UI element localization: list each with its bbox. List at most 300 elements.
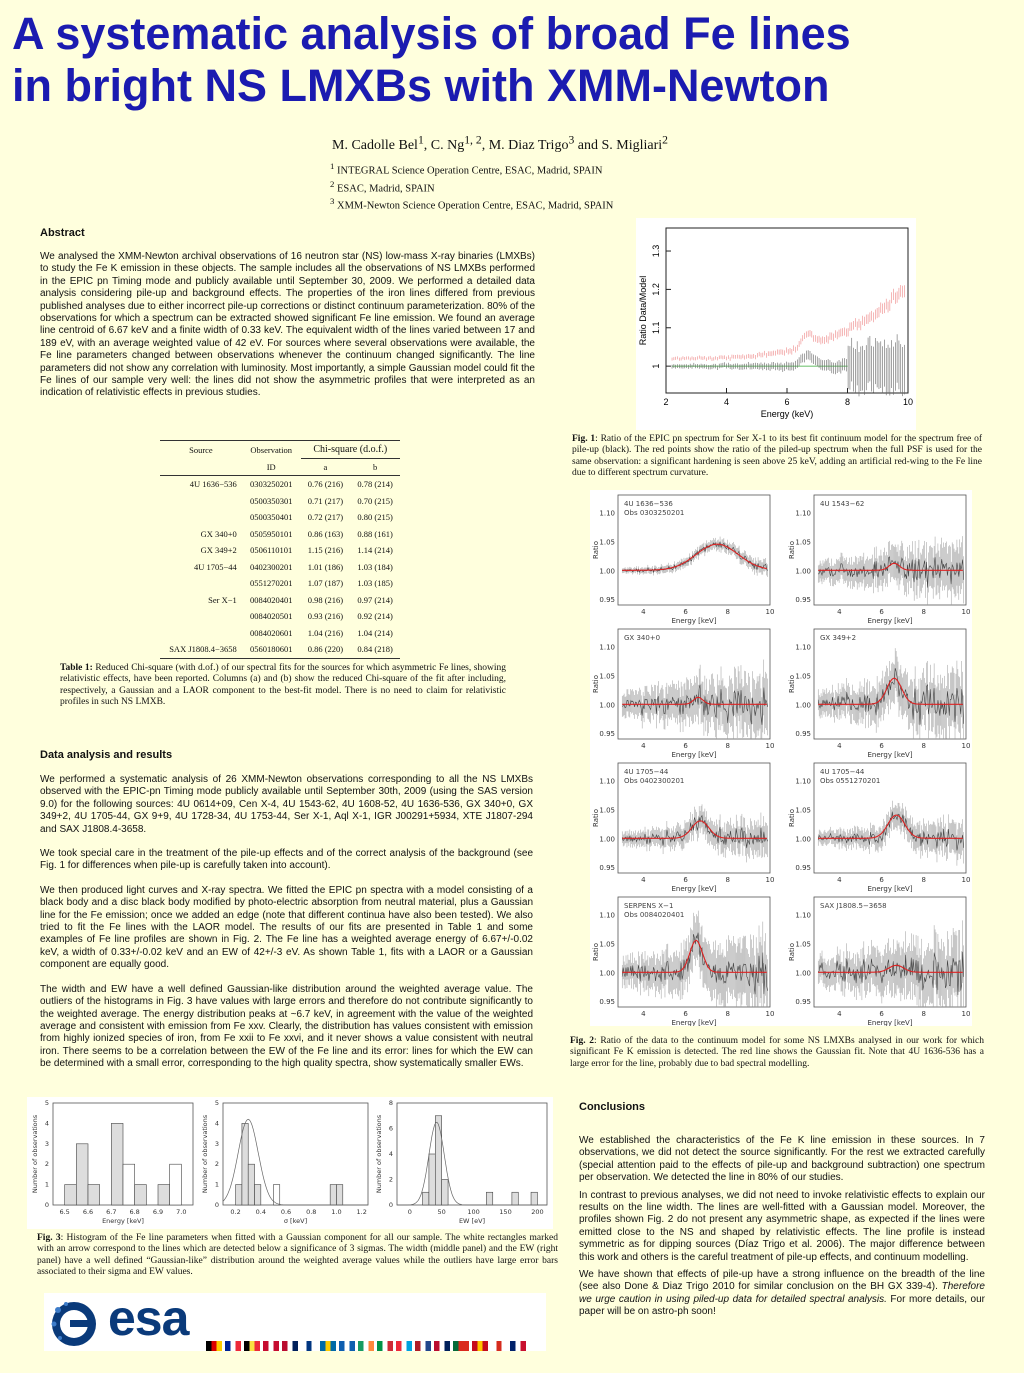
gaussian-curve: [397, 1122, 547, 1205]
table-cell-source: [160, 608, 242, 625]
flag-icon: [358, 1341, 374, 1351]
y-tick-label: 1.00: [599, 969, 615, 978]
histogram-bar-below-3sigma: [123, 1164, 135, 1205]
x-axis-label: Energy [keV]: [867, 751, 913, 759]
x-tick-label: 0.6: [280, 1208, 292, 1216]
x-tick-label: 6.9: [152, 1208, 164, 1216]
x-tick-label: 6.5: [59, 1208, 70, 1216]
table-1: [160, 440, 400, 659]
affiliation: $^3$ XMM-Newton Science Operation Centre, ESAC, Madrid, SPAIN: [330, 196, 614, 212]
table-cell-a: 0.86 (163): [307, 528, 344, 539]
y-axis-label: Number of observations: [375, 1114, 383, 1194]
table-cell-a: 1.07 (187): [307, 578, 344, 589]
y-tick-label: 0.95: [599, 998, 615, 1007]
flag-icon: [320, 1341, 336, 1351]
y-axis-label: Number of observations: [31, 1114, 39, 1194]
line-profile-panel: [592, 629, 774, 759]
y-tick-label: 1.05: [795, 672, 811, 681]
flag-icon: [472, 1341, 488, 1351]
panel-source-label: GX 349+2: [820, 634, 857, 642]
panel-source-label: 4U 1705−44: [624, 768, 669, 776]
flag-icon: [453, 1341, 469, 1351]
table-cell-source: GX 349+2: [200, 545, 237, 556]
x-tick-label: 6: [784, 397, 790, 407]
table-row: [160, 476, 400, 493]
histogram-bar: [135, 1185, 147, 1205]
y-tick-label: 1.10: [599, 777, 615, 786]
x-tick-label: 200: [531, 1208, 544, 1216]
affiliations: [330, 160, 613, 213]
histogram-panel: [375, 1099, 547, 1225]
table-row: [160, 625, 400, 642]
flag-icon: [339, 1341, 355, 1351]
x-tick-label: 4: [837, 608, 842, 616]
panel-obs-label: Obs 0084020401: [624, 911, 685, 919]
histogram-bar: [512, 1192, 518, 1205]
author-list: [332, 133, 668, 154]
paragraph: We have shown that effects of pile-up have a strong influence on the breadth of the line (see also Done & Diaz Trigo 2010 for similar conclusion on the BH GX 339-4). Therefore we urge caution in using piled-up data for detailed spectral analysis. For more details, our paper will be on astro-ph soon!: [579, 1269, 985, 1318]
table-cell-a: 1.01 (186): [307, 561, 344, 572]
poster-title: [12, 8, 1012, 112]
x-tick-label: 4: [837, 876, 842, 884]
y-tick-label: 0.95: [795, 596, 811, 605]
table-cell-id: 0303250201: [249, 479, 293, 490]
table-cell-b: 1.14 (214): [357, 545, 393, 556]
table-1-caption: Table 1: Reduced Chi-square (with d.of.) of our spectral fits for the sources for which asymmetric Fe lines, showing relativistic effects, have been reported. Columns (a) and (b) show the reduced Chi-square of the fit after including, respectively, a Gaussian and a LAOR component to the best-fit model. There is no need to claim for relativistic profiles in such NS LMXB.: [60, 663, 506, 708]
y-tick-label: 0.95: [795, 730, 811, 739]
table-cell-id: 0506110101: [250, 545, 293, 556]
y-axis-label: Ratio: [788, 675, 796, 693]
paragraph: We performed a systematic analysis of 26 XMM-Newton observations corresponding to all the NS LMXBs observed with the EPIC-pn Timing mode publicly available until September 30th, 2009 (using the SAS version 9.0) for the following sources: 4U 0614+09, Cen X-4, 4U 1543-62, 4U 1608-52, 4U 1636-536, GX 340+0, GX 349+2, 4U 1705-44, GX 9+9, 4U 1728-34, 4U 1753-44, Ser X-1, Aql X-1, IGR J00291+5934, XTE J1807-294 and SAX J1808.4-3658.: [40, 774, 533, 835]
panel-source-label: 4U 1543−62: [820, 500, 865, 508]
x-tick-label: 8: [921, 876, 927, 884]
y-tick-label: 5: [44, 1099, 49, 1107]
x-tick-label: 8: [725, 742, 731, 750]
y-tick-label: 1.10: [795, 643, 811, 652]
x-tick-label: 4: [837, 742, 842, 750]
y-tick-label: 1: [651, 363, 661, 369]
y-tick-label: 1.1: [651, 321, 661, 335]
x-tick-label: 0: [407, 1208, 412, 1216]
line-profile-panel: [592, 495, 774, 625]
flag-icon: [301, 1341, 317, 1351]
y-tick-label: 1.05: [599, 940, 615, 949]
table-cell-source: [160, 625, 242, 642]
y-tick-label: 1.05: [599, 806, 615, 815]
table-cell-source: GX 340+0: [200, 528, 237, 539]
histogram-bar: [111, 1123, 123, 1205]
x-tick-label: 10: [961, 742, 971, 750]
header-source: Source: [189, 444, 213, 455]
x-axis-label: Energy [keV]: [867, 617, 913, 625]
y-tick-label: 1.00: [599, 567, 615, 576]
panel-frame: [618, 629, 770, 739]
flag-icon: [510, 1341, 526, 1351]
histogram-bar: [242, 1123, 248, 1205]
flag-icon: [206, 1341, 222, 1351]
x-tick-label: 10: [765, 1010, 775, 1018]
abstract-section: [40, 227, 535, 400]
histogram-bar: [236, 1185, 242, 1205]
table-row: [160, 608, 400, 625]
flag-icon: [263, 1341, 279, 1351]
x-axis-label: Energy [keV]: [671, 617, 717, 625]
author: M. Diaz Trigo$^3$ and: [488, 133, 602, 153]
x-tick-label: 1.2: [356, 1208, 367, 1216]
x-tick-label: 0.2: [230, 1208, 241, 1216]
y-tick-label: 1.3: [651, 244, 661, 258]
y-tick-label: 0: [214, 1201, 219, 1209]
flag-icon: [396, 1341, 412, 1351]
y-tick-label: 1.05: [599, 672, 615, 681]
table-cell-source: [160, 575, 242, 592]
esa-logo-banner: [44, 1290, 546, 1351]
x-axis-label: Energy (keV): [760, 409, 814, 419]
table-cell-source: [160, 509, 242, 526]
histogram-bar-below-3sigma: [170, 1164, 182, 1205]
panel-source-label: 4U 1705−44: [820, 768, 865, 776]
x-tick-label: 8: [921, 742, 927, 750]
x-tick-label: 0.4: [255, 1208, 266, 1216]
line-profile-panel: [592, 763, 774, 893]
y-tick-label: 1.00: [795, 701, 811, 710]
table-cell-b: 0.80 (215): [357, 512, 393, 523]
table-cell-a: 1.15 (216): [307, 545, 344, 556]
flag-icon: [377, 1341, 393, 1351]
table-row: [160, 542, 400, 559]
title-line-1: A systematic analysis of broad Fe lines: [12, 8, 851, 59]
table-cell-id: 0084020401: [249, 594, 293, 605]
x-tick-label: 8: [921, 608, 927, 616]
table-row: [160, 559, 400, 576]
panel-frame: [814, 897, 966, 1007]
figure-1: [636, 218, 916, 430]
histogram-bar: [330, 1185, 336, 1205]
x-tick-label: 10: [961, 608, 971, 616]
header-b: b: [373, 461, 378, 472]
histogram-bar: [76, 1144, 88, 1205]
y-tick-label: 3: [44, 1139, 49, 1148]
x-tick-label: 10: [961, 876, 971, 884]
abstract-text: We analysed the XMM-Newton archival observations of 16 neutron star (NS) low-mass X-ray binaries (LMXBs) to study the Fe K emission in these objects. The sample includes all the observations of NS LMXBs performed in the EPIC pn Timing mode and publicly available until September 30, 2009. We performed a detailed data analysis considering pile-up and background effects. The properties of the iron lines differed from previous published analyses due to either incorrect pile-up corrections or distinct continuum parameterization. 80% of the observations for which a spectrum can be extracted showed significant Fe line emission. We found an average line centroid of 6.67 keV and a finite width of 0.33 keV. The equivalent width of the lines varied between 17 and 189 eV, with an average weighted value of 42 eV. For sources where several observations were available, the Fe line parameters changed between observations whenever the continuum changed significantly. The line parameters did not show any correlation with luminosity. Most importantly, a simple Gaussian model could fit the Fe lines of our sample very well: the lines did not show the asymmetric profiles that were interpreted as an indication of relativistic effects in previous studies.: [40, 251, 535, 399]
conclusions-section: [579, 1101, 985, 1319]
table-row: [160, 592, 400, 609]
flag-icon: [434, 1341, 450, 1351]
x-tick-label: 10: [902, 397, 914, 407]
author: S. Migliari$^2$: [601, 133, 668, 153]
y-tick-label: 0: [388, 1201, 393, 1209]
x-tick-label: 6: [879, 608, 884, 616]
table-cell-id: 0500350401: [249, 512, 293, 523]
histogram-bar: [248, 1164, 254, 1205]
y-tick-label: 6: [388, 1124, 393, 1133]
table-cell-a: 0.76 (216): [307, 479, 344, 490]
panel-source-label: 4U 1636−536: [624, 500, 673, 508]
esa-globe-icon: [46, 1296, 106, 1348]
y-tick-label: 1.10: [599, 643, 615, 652]
table-cell-a: 0.72 (217): [307, 512, 344, 523]
paragraph: We then produced light curves and X-ray spectra. We fitted the EPIC pn spectra with a model consisting of a black body and a disc black body modified by photo-electric absorption from neutral material, plus a Gaussian line for the Fe emission; once we added an edge (note that different continua have also been tested). We also tried to fit the Fe lines with the LAOR model. The results of our fits are presented in Table 1 and some examples of Fe line profiles are shown in Fig. 2. The Fe line has a weighted average energy of 6.67+/-0.02 keV, a width of 0.33+/-0.02 keV and an EW of 42+/-3 eV. As shown Table 1, fits with a LAOR or a Gaussian component are equally good.: [40, 884, 533, 971]
x-tick-label: 2: [663, 397, 669, 407]
y-axis-label: Ratio: [788, 809, 796, 827]
flag-icon: [225, 1341, 241, 1351]
x-axis-label: Energy [keV]: [867, 1019, 913, 1026]
table-cell-source: [160, 493, 242, 510]
x-tick-label: 6: [683, 608, 688, 616]
table-cell-source: 4U 1636−536: [189, 479, 237, 490]
x-tick-label: 8: [725, 876, 731, 884]
panel-obs-label: Obs 0303250201: [624, 509, 685, 517]
histogram-panel: [31, 1099, 193, 1225]
y-tick-label: 4: [214, 1119, 219, 1128]
table-cell-id: 0084020501: [249, 611, 293, 622]
fig3-histograms: [27, 1097, 553, 1229]
x-tick-label: 6: [879, 1010, 884, 1018]
table-cell-b: 0.97 (214): [357, 594, 393, 605]
y-tick-label: 1.00: [795, 567, 811, 576]
esa-logo-text: esa: [108, 1290, 189, 1346]
x-tick-label: 6.7: [106, 1208, 117, 1216]
histogram-bar: [255, 1185, 261, 1205]
table-row: [160, 641, 400, 658]
paragraph: We took special care in the treatment of the pile-up effects and of the correct analysis of the background (see Fig. 1 for differences when pile-up is carefully taken into account).: [40, 848, 533, 872]
histogram-bar: [423, 1192, 429, 1205]
x-tick-label: 6: [879, 876, 884, 884]
y-tick-label: 8: [388, 1099, 393, 1107]
histogram-bar: [442, 1180, 448, 1206]
data-analysis-section: [40, 749, 533, 1071]
x-tick-label: 50: [437, 1208, 446, 1216]
figure-3-caption: Fig. 3: Histogram of the Fe line parameters when fitted with a Gaussian component for all our sample. The white rectangles marked with an arrow correspond to the lines which are detected below a significance of 3 sigmas. The width (middle panel) and the EW (right panel) have a well defined “Gaussian-like” distribution around the weighted average values while the outliers have large error bars associated to their sigma and EW values.: [37, 1233, 558, 1278]
figure-2-caption: Fig. 2: Ratio of the data to the continuum model for some NS LMXBs analysed in our work for which significant Fe K emission is detected. The red line shows the Gaussian fit. Note that 4U 1636-536 has a large error for the line, probably due to bad spectral modelling.: [570, 1036, 984, 1069]
table-cell-id: 0560180601: [249, 644, 293, 655]
figure-2: [590, 490, 972, 1026]
table-cell-id: 0084020601: [249, 627, 293, 638]
table-row: [160, 493, 400, 510]
panel-obs-label: Obs 0402300201: [624, 777, 685, 785]
x-tick-label: 6: [879, 742, 884, 750]
panel-source-label: GX 340+0: [624, 634, 661, 642]
table-cell-a: 0.93 (216): [307, 611, 344, 622]
table-cell-b: 1.04 (214): [357, 627, 393, 638]
y-axis-label: Ratio: [592, 943, 600, 961]
table-cell-b: 0.84 (218): [357, 644, 393, 655]
conclusions-heading: Conclusions: [579, 1101, 646, 1113]
flag-icon: [415, 1341, 431, 1351]
flag-icon: [491, 1341, 507, 1351]
panel-frame: [814, 495, 966, 605]
y-tick-label: 1.05: [795, 940, 811, 949]
histogram-frame: [397, 1103, 547, 1205]
figure-1-caption: Fig. 1: Ratio of the EPIC pn spectrum for Ser X-1 to its best fit continuum model for the spectrum free of pile-up (black). The red points show the ratio of the piled-up spectrum when the full PSF is used for the same observation: a significant hardening is seen above 25 keV, adding an artificial red-wing to the Fe line due to different spectrum curvature.: [572, 434, 982, 479]
y-tick-label: 1.05: [599, 538, 615, 547]
abstract-heading: Abstract: [40, 227, 85, 239]
x-tick-label: 6: [683, 742, 688, 750]
y-tick-label: 1.10: [795, 911, 811, 920]
histogram-panel: [201, 1099, 368, 1225]
table-cell-a: 0.98 (216): [307, 594, 344, 605]
y-tick-label: 1.2: [651, 283, 661, 296]
y-axis-label: Ratio: [592, 541, 600, 559]
y-axis-label: Ratio: [788, 943, 796, 961]
table-row: [160, 575, 400, 592]
author: M. Cadolle Bel$^1$,: [332, 133, 431, 153]
x-tick-label: 10: [961, 1010, 971, 1018]
x-tick-label: 4: [641, 608, 646, 616]
histogram-bar: [531, 1192, 537, 1205]
y-axis-label: Ratio: [592, 675, 600, 693]
y-tick-label: 2: [214, 1160, 219, 1169]
histogram-bar: [158, 1185, 170, 1205]
y-tick-label: 4: [388, 1150, 393, 1158]
x-tick-label: 8: [725, 1010, 731, 1018]
y-tick-label: 0.95: [795, 864, 811, 873]
table-cell-id: 0505950101: [249, 528, 293, 539]
table-cell-a: 1.04 (216): [307, 627, 344, 638]
x-axis-label: EW [eV]: [458, 1217, 486, 1225]
header-id: ID: [266, 461, 276, 472]
y-tick-label: 2: [388, 1175, 393, 1184]
y-tick-label: 1.00: [599, 835, 615, 844]
paragraph: The width and EW have a well defined Gaussian-like distribution around the weighted average value. The outliers of the histograms in Fig. 3 have values with large errors and therefore do not contribute significantly to the weighted average. The energy distribution peaks at ~6.7 keV, in agreement with the value of the weighted average and consistent with emission from Fe xxv. Clearly, the distribution has values consistent with emission from highly ionized species of iron, from Fe xxii to Fe xxvi, and it never shows a value consistent with neutral iron. There seems to be a correlation between the EW of the Fe line and its error: lines for which the EW can be determined with a small error, corresponding to the high quality spectra, show systematically smaller EWs.: [40, 983, 533, 1070]
x-tick-label: 10: [765, 876, 775, 884]
x-axis-label: Energy [keV]: [671, 751, 717, 759]
table-cell-b: 0.88 (161): [357, 528, 393, 539]
y-axis-label: Ratio: [592, 809, 600, 827]
line-profile-panel: [788, 897, 970, 1026]
table-cell-a: 0.86 (220): [307, 644, 344, 655]
x-tick-label: 8: [844, 397, 851, 407]
chi-square-table: [160, 440, 400, 659]
paragraph: In contrast to previous analyses, we did not need to invoke relativistic effects to explain our results on the line width. The lines are well-fitted with a Gaussian model. Moreover, the profiles shown Fig. 2 do not present any asymmetric shape, as expected if the lines were emitted close to the NS and shaped by relativistic effects. The line profile is instead symmetric as for dipping sources (Díaz Trigo et al. 2006). The major difference between this work and others is the careful treatment of pile-up effects, and continuum modelling.: [579, 1189, 985, 1263]
line-profile-panel: [788, 763, 970, 893]
x-axis-label: Energy [keV]: [671, 885, 717, 893]
panel-obs-label: Obs 0551270201: [820, 777, 881, 785]
author: C. Ng$^{1, 2}$,: [430, 133, 489, 153]
x-tick-label: 10: [765, 608, 775, 616]
x-tick-label: 6: [683, 1010, 688, 1018]
header-a: a: [323, 461, 328, 472]
affiliation: $^1$ INTEGRAL Science Operation Centre, ESAC, Madrid, SPAIN: [330, 161, 603, 177]
x-axis-label: Energy [keV]: [102, 1217, 144, 1225]
y-tick-label: 0.95: [599, 864, 615, 873]
x-tick-label: 100: [467, 1208, 480, 1216]
x-tick-label: 6.6: [82, 1208, 94, 1216]
y-tick-label: 1: [214, 1180, 219, 1189]
table-row: [160, 526, 400, 543]
member-flags: [206, 1337, 529, 1355]
table-cell-id: 0500350301: [249, 495, 293, 506]
x-tick-label: 4: [641, 742, 646, 750]
fig2-line-profiles: [590, 490, 972, 1026]
x-tick-label: 4: [837, 1010, 842, 1018]
y-tick-label: 1.05: [795, 806, 811, 815]
x-tick-label: 150: [499, 1208, 512, 1216]
panel-source-label: SERPENS X−1: [624, 902, 674, 910]
histogram-bar: [429, 1154, 435, 1205]
line-profile-panel: [788, 629, 970, 759]
flag-icon: [244, 1341, 260, 1351]
table-cell-source: 4U 1705−44: [194, 561, 237, 572]
table-cell-source: SAX J1808.4−3658: [169, 644, 237, 655]
table-cell-b: 1.03 (184): [357, 561, 393, 572]
y-axis-label: Number of observations: [201, 1114, 209, 1194]
y-tick-label: 3: [214, 1139, 219, 1148]
x-axis-label: Energy [keV]: [867, 885, 913, 893]
x-tick-label: 1.0: [331, 1208, 342, 1216]
table-cell-b: 0.92 (214): [357, 611, 393, 622]
affiliation: $^2$ ESAC, Madrid, SPAIN: [330, 178, 435, 194]
histogram-bar: [88, 1185, 100, 1205]
paragraph: We established the characteristics of the Fe K line emission in these sources. In 7 observations, we did not detect the source significantly. For the rest we extracted carefully (special attention paid to the effects of pile-up and background subtraction) one spectrum per observation. We detected the line in 80% of our studies.: [579, 1135, 985, 1184]
header-observation: Observation: [250, 444, 292, 455]
y-axis-label: Ratio Data/Model: [638, 275, 648, 346]
y-tick-label: 1.10: [795, 509, 811, 518]
y-tick-label: 0.95: [599, 730, 615, 739]
table-cell-b: 0.78 (214): [357, 479, 393, 490]
y-tick-label: 1.10: [599, 509, 615, 518]
line-profile-panel: [788, 495, 970, 625]
histogram-bar: [336, 1185, 342, 1205]
x-tick-label: 4: [723, 397, 730, 407]
y-tick-label: 0.95: [599, 596, 615, 605]
y-tick-label: 1.10: [599, 911, 615, 920]
histogram-bar: [486, 1192, 492, 1205]
flag-icon: [282, 1341, 298, 1351]
x-tick-label: 6.8: [129, 1208, 140, 1216]
x-tick-label: 4: [641, 1010, 646, 1018]
y-tick-label: 2: [44, 1160, 49, 1169]
x-tick-label: 10: [765, 742, 775, 750]
header-chisq: Chi-square (d.o.f.): [301, 441, 400, 459]
panel-source-label: SAX J1808.5−3658: [820, 902, 887, 910]
line-profile-panel: [592, 897, 774, 1026]
data-analysis-heading: Data analysis and results: [40, 749, 173, 761]
x-tick-label: 8: [921, 1010, 927, 1018]
x-tick-label: 4: [641, 876, 646, 884]
histogram-bar: [435, 1116, 441, 1205]
data-trace: [622, 542, 767, 573]
x-axis-label: σ [keV]: [283, 1217, 308, 1225]
table-row: [160, 509, 400, 526]
table-cell-id: 0551270201: [249, 578, 293, 589]
y-tick-label: 1: [44, 1180, 49, 1189]
title-line-2: in bright NS LMXBs with XMM-Newton: [12, 60, 830, 111]
y-tick-label: 1.00: [599, 701, 615, 710]
y-tick-label: 5: [214, 1099, 219, 1107]
y-tick-label: 1.00: [795, 969, 811, 978]
table-cell-id: 0402300201: [249, 561, 293, 572]
y-tick-label: 1.05: [795, 538, 811, 547]
y-tick-label: 1.10: [795, 777, 811, 786]
x-tick-label: 0.8: [306, 1208, 317, 1216]
table-cell-b: 0.70 (215): [357, 495, 393, 506]
fig1-ratio-plot: [636, 218, 916, 430]
x-tick-label: 8: [725, 608, 731, 616]
table-cell-a: 0.71 (217): [307, 495, 344, 506]
x-tick-label: 7.0: [176, 1208, 187, 1216]
y-tick-label: 1.00: [795, 835, 811, 844]
y-axis-label: Ratio: [788, 541, 796, 559]
y-tick-label: 0.95: [795, 998, 811, 1007]
y-tick-label: 0: [44, 1201, 49, 1209]
histogram-bar: [65, 1185, 77, 1205]
y-tick-label: 4: [44, 1119, 49, 1128]
figure-3: [27, 1097, 553, 1229]
table-cell-source: Ser X−1: [208, 594, 237, 605]
x-axis-label: Energy [keV]: [671, 1019, 717, 1026]
table-cell-b: 1.03 (185): [357, 578, 393, 589]
